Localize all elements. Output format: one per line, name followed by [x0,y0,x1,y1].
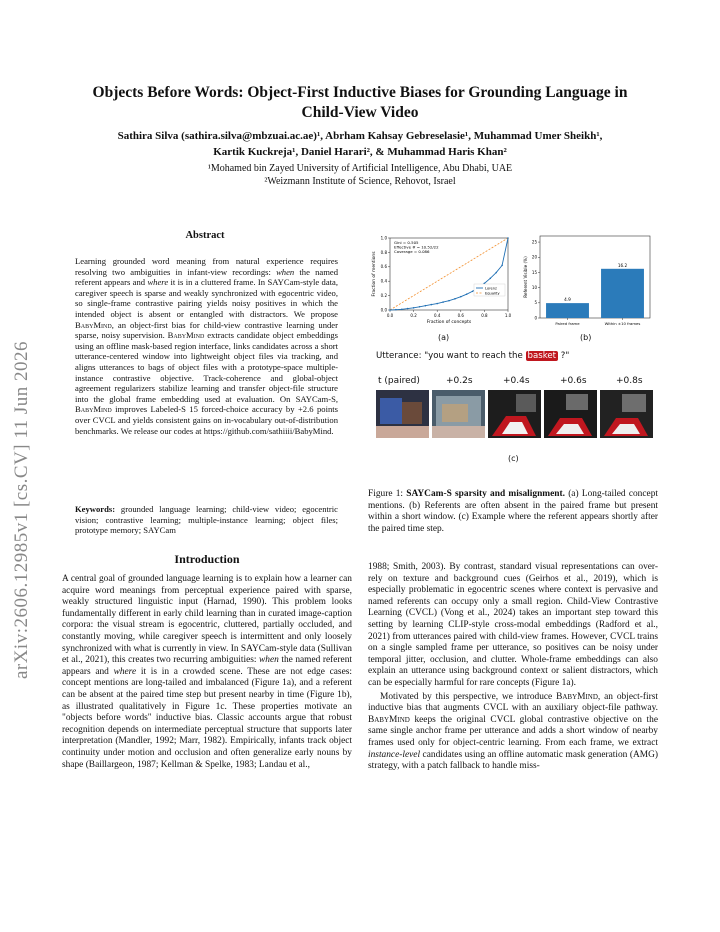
abstract-part: extracts candidate object embeddings using an offline mask-based region interface, links candidates across a short utterance-centered window into lightweight object files via tracking, and aligns utterances to bags of object files with a prototype-space multiple-instance contrastive objective. Track-coherence and global-object agreement regularizers stabilize learning and transfer object-file structure into the global frame embedding used at evaluation. On SAYCam-S, [75,330,339,404]
title-line-2: Child-View Video [301,104,419,121]
lorenz-point [460,296,462,298]
affiliations [60,162,660,188]
video-frame-2 [432,390,485,438]
y-tick-label: 0.8 [380,249,387,255]
intro-right-column [368,562,658,773]
abstract-heading: Abstract [185,230,225,241]
lorenz-point [490,278,492,280]
referent-visible-chart-body [523,236,650,326]
abstract-part: it is in a cluttered frame. In SAYCam-style data, caregiver speech is sparse and weakly synchronized with egocentric video, so single-frame contrastive pairing yields noisy positives in which the intended object is absent or entangled with distractors. We propose [75,277,338,319]
paper-title [60,83,660,123]
y-tick-label: 10 [531,285,537,291]
referent-visible-chart [518,230,658,350]
stats-annotation: Coverage = 0.086 [394,249,430,255]
lorenz-point [507,237,509,239]
abstract-part: improves Labeled-S 15 forced-choice accuracy by +2.6 points over CVCL and yields consistent gains on in-vocabulary out-of-distribution benchmarks. We release our codes at https://github.com/sathiiii/BabyMind. [75,404,338,436]
lorenz-point [442,301,444,303]
abstract-part: , an object-first bias for child-view contrastive learning under sparse, noisy supervision. [75,319,338,341]
frame-label: t (paired) [378,376,420,386]
utterance-highlight-word: basket [527,351,557,361]
stats-annotation: Effective # = 10.52/22 [394,244,439,250]
video-frame-1 [376,390,429,438]
frame-labels [376,376,661,388]
method-name: BabyMind [75,404,112,415]
lorenz-point [389,309,391,311]
lorenz-chart-body [371,235,512,325]
caption-prefix: Figure 1: [368,489,407,499]
y-tick-label: 0 [534,315,537,321]
y-tick-label: 0.6 [380,264,387,270]
abstract-part: the named referent appears and [75,266,339,288]
intro-where: where [113,666,137,677]
x-tick-label: 0.2 [410,313,417,318]
intro-paragraph [368,692,658,773]
lorenz-point [472,290,474,292]
abstract-when: when [276,266,295,277]
authors-line-2: Kartik Kuckreja¹, Daniel Harari², & Muhammad Haris Khan² [213,146,507,158]
x-tick-label: 0.8 [481,313,488,318]
intro-text: candidates using an offline automatic mask generation (AMG) strategy, with a patch fallback to handle miss- [368,749,658,772]
keywords-label: Keywords: [75,504,116,514]
intro-text: A central goal of grounded language learning is to explain how a learner can acquire word meanings from perceptual experience paired with sparse, weakly structured linguistic input (Harnad, 1990). This problem looks fundamentally different in early child learning than in curated image-caption corpora: the visual stream is egocentric, cluttered, partially occluded, and constantly moving, while caregiver speech is intermittent and only loosely synchronized with what is currently in view. In SAYCam-style data (Sullivan et al., 2021), this creates two recurring ambiguities: [62,574,352,666]
legend-label: Equality [485,291,500,296]
lorenz-point [466,293,468,295]
x-tick-label: Paired frame [555,321,580,326]
keywords [75,504,338,536]
utterance-prefix: Utterance: "you want to reach the [376,351,526,361]
utterance-suffix: ?" [558,351,570,361]
intro-text: Motivated by this perspective, we introduce [380,691,557,702]
frame-label: +0.2s [446,376,473,386]
frame-label: +0.8s [616,376,643,386]
lorenz-point [413,307,415,309]
lorenz-point [425,305,427,307]
y-tick-label: 15 [531,269,537,275]
y-tick-label: 25 [531,239,537,245]
utterance-text [376,351,569,361]
x-axis-label: Fraction of concepts [426,320,472,325]
arxiv-stamp: arXiv:2606.12985v1 [cs.CV] 11 Jun 2026 [11,340,32,680]
lorenz-point [495,272,497,274]
bar [601,269,644,318]
bar [546,303,589,318]
intro-text: it is in a crowded scene. These are not edge cases: concept mentions are long-tailed and imbalanced (Figure 1a), and a referent can be absent at the paired time step but present nearby in time (Figure 1b), as illustrated qualitatively in Figure 1c. These properties motivate an "objects before words" inductive bias. Classic accounts argue that robust recognition depends on intermediate perceptual structure that supports later interpretation (Mandler, 1992; Marr, 1982). Empirically, infants track object continuity under motion and occlusion and often generalize early nouns by shape (Baillargeon, 1987; Kellman & Spelke, 1983; Landau et al., [62,666,352,770]
y-tick-label: 0.2 [380,293,387,298]
intro-paragraph [62,574,352,771]
caption-text: (a) Long-tailed concept mentions. (b) Referents are often absent in the paired frame but present within a short window. (c) Example where the referent appears shortly after the paired time step. [368,489,658,534]
panel-a-label: (a) [438,333,450,342]
bar-value-label: 4.9 [564,297,571,303]
lorenz-point [454,298,456,300]
method-name: BabyMind [167,330,205,341]
bar-value-label: 16.2 [617,262,628,268]
panel-c-label: (c) [508,454,519,463]
title-line-1: Objects Before Words: Object-First Inductive Biases for Grounding Language in [92,84,628,101]
y-tick-label: 0.0 [380,307,387,313]
x-tick-label: 0.6 [457,313,464,318]
lorenz-chart [368,230,518,350]
authors [60,128,660,160]
affiliation-2: ²Weizmann Institute of Science, Rehovot, Israel [264,176,456,187]
figure-1-caption [368,489,658,535]
figure-1 [368,230,658,488]
keywords-text: grounded language learning; child-view video; egocentric vision; contrastive learning; multiple-instance learning; object files; prototype memory; SAYCam [75,504,338,536]
video-frame-5 [600,390,653,438]
x-tick-label: 0.0 [386,313,394,318]
intro-text: , an object-first inductive bias that augments CVCL with an auxiliary object-file pathway. [368,691,658,714]
lorenz-point [436,303,438,305]
lorenz-point [401,308,403,310]
y-tick-label: 0.4 [380,278,387,284]
lorenz-point [419,306,421,308]
y-axis-label: Referent Visible (%) [523,256,528,298]
abstract-part: Learning grounded word meaning from natural experience requires resolving two ambiguities in infant-view recordings: [75,256,338,277]
y-tick-label: 1.0 [380,235,387,241]
frame-label: +0.6s [560,376,587,386]
abstract-text [75,256,338,436]
y-tick-label: 20 [531,254,537,260]
lorenz-point [448,300,450,302]
intro-left-column [62,574,352,771]
stats-annotation: Gini = 0.505 [394,240,419,245]
lorenz-point [407,308,409,310]
intro-paragraph: 1988; Smith, 2003). By contrast, standard visual representations can over-rely on texture and background cues (Geirhos et al., 2019), which is especially problematic in egocentric scenes where context is pervasive and named referents can occupy only a small region. Child-View Contrastive Learning (CVCL) (Vong et al., 2024) takes an important step toward this setting by learning CLIP-style cross-modal embeddings (Radford et al., 2021) from utterances paired with child-view frames. However, CVCL trains on a single sampled frame per utterance, so positives can be noisy under temporal jitter, occlusion, and clutter. Whole-frame embeddings can also explain an utterance using background context or salient distractors, which can be especially harmful for rare concepts (Figure 1a). [368,562,658,688]
intro-text: the named referent appears and [62,655,352,677]
intro-when: when [259,655,279,666]
method-name: BabyMind [368,714,410,725]
method-name: BabyMind [75,319,112,330]
method-name: BabyMind [556,691,598,702]
video-frame-3 [488,390,541,438]
authors-line-1: Sathira Silva (sathira.silva@mbzuai.ac.ae)¹, Abrham Kahsay Gebreselasie¹, Muhammad Umer Sheikh¹, [117,130,603,142]
introduction-heading: Introduction [174,552,240,566]
legend-label: Lorenz [485,286,497,291]
intro-instance-level: instance-level [368,749,421,760]
affiliation-1: ¹Mohamed bin Zayed University of Artificial Intelligence, Abu Dhabi, UAE [207,163,513,174]
intro-text: keeps the original CVCL global contrastive objective on the same single anchor frame per utterance and adds a short window of nearby frames used only for object-centric learning. From each frame, we extract [368,714,658,748]
lorenz-point [431,304,433,306]
video-frames [376,390,666,440]
y-tick-label: 5 [534,300,537,306]
lorenz-point [395,309,397,311]
panel-b-label: (b) [580,333,592,342]
x-tick-label: 1.0 [504,313,512,318]
video-frame-4 [544,390,597,438]
lorenz-point [501,265,503,267]
abstract-where: where [147,277,169,288]
y-axis-label: Fraction of mentions [372,251,377,297]
frame-label: +0.4s [503,376,530,386]
caption-bold: SAYCam-S sparsity and misalignment. [406,489,565,499]
x-tick-label: 0.4 [434,313,441,318]
x-tick-label: Within ±10 frames [604,321,641,326]
